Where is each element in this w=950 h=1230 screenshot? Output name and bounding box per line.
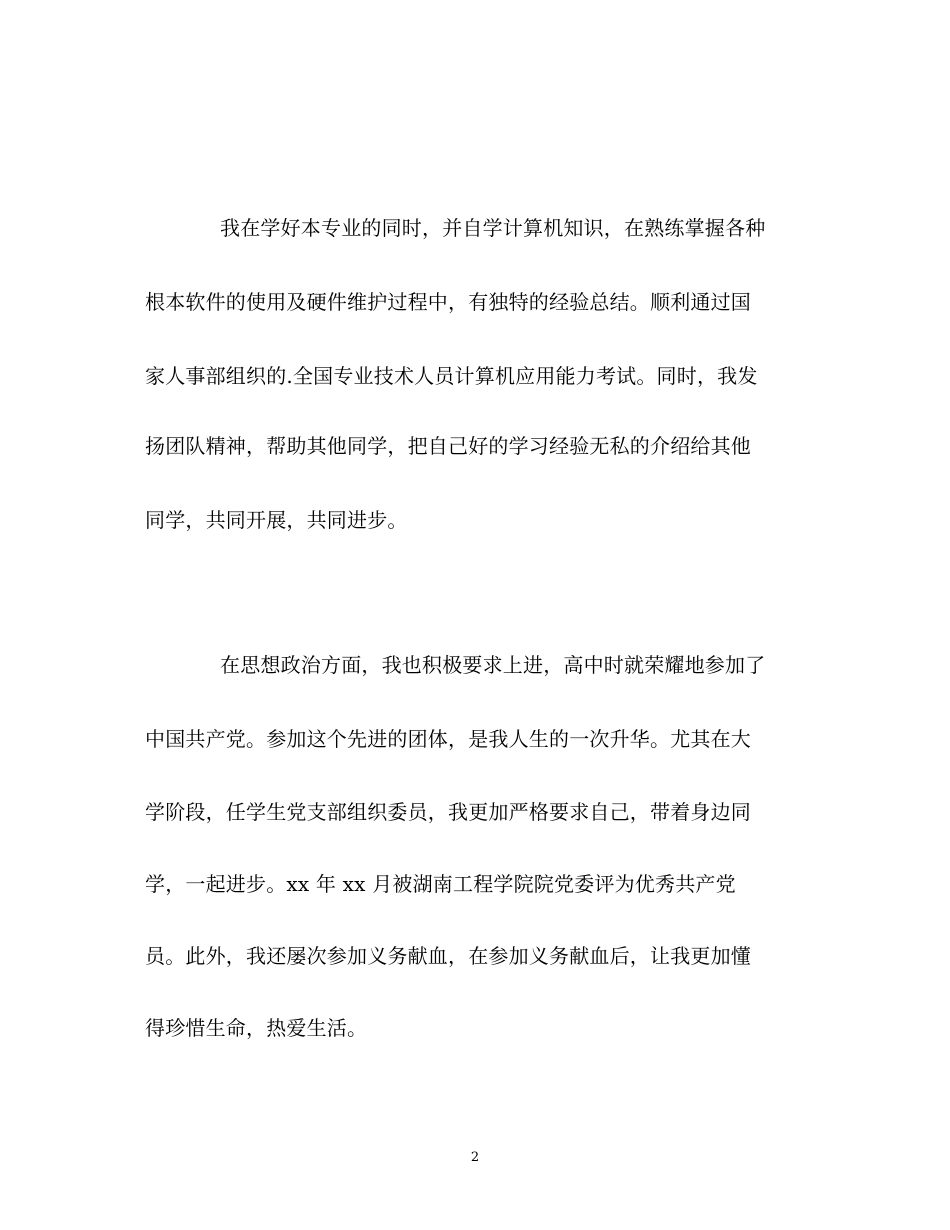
paragraph-line: 根本软件的使用及硬件维护过程中，有独特的经验总结。顺利通过国 [145,290,751,314]
paragraph-line: 学阶段，任学生党支部组织委员，我更加严格要求自己，带着身边同 [145,800,751,824]
paragraph-line: 得珍惜生命，热爱生活。 [145,1016,368,1040]
page-number: 2 [470,1150,480,1165]
paragraph-line: 在思想政治方面，我也积极要求上进，高中时就荣耀地参加了 [220,653,766,677]
paragraph-line: 同学，共同开展，共同进步。 [145,508,408,532]
paragraph-line: 中国共产党。参加这个先进的团体，是我人生的一次升华。尤其在大 [145,727,751,751]
paragraph-line: 扬团队精神，帮助其他同学，把自己好的学习经验无私的介绍给其他 [145,434,751,458]
paragraph-line: 员。此外，我还屡次参加义务献血，在参加义务献血后，让我更加懂 [145,944,751,968]
paragraph-line: 学，一起进步。xx 年 xx 月被湖南工程学院院党委评为优秀共产党 [145,872,736,896]
paragraph-line: 家人事部组织的.全国专业技术人员计算机应用能力考试。同时，我发 [145,364,758,388]
paragraph-line: 我在学好本专业的同时，并自学计算机知识，在熟练掌握各种 [220,216,766,240]
